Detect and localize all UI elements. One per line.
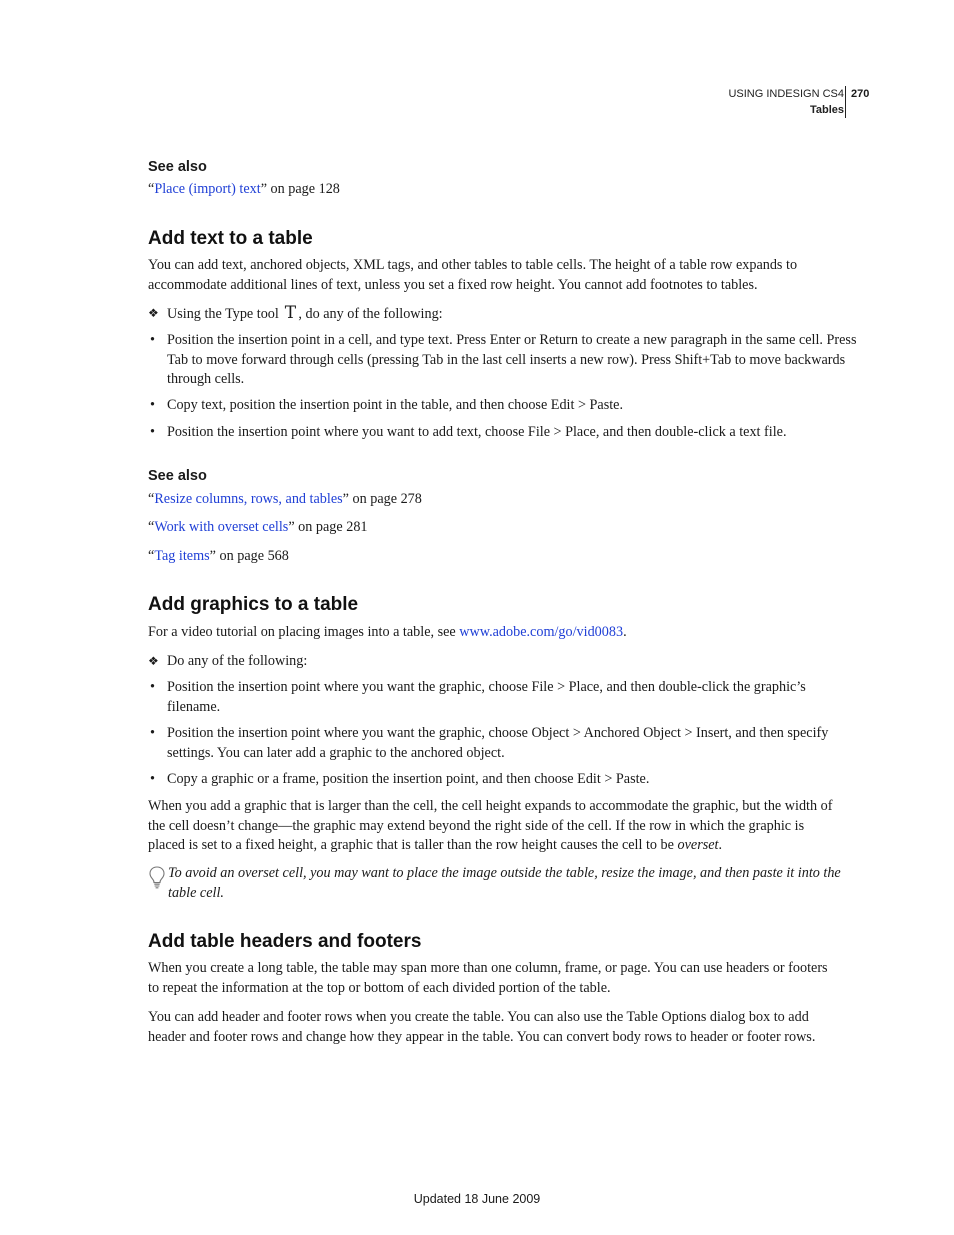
book-title: USING INDESIGN CS4: [728, 88, 844, 100]
list-item: • Copy text, position the insertion point in the table, and then choose Edit > Paste.: [148, 396, 861, 416]
bullet: •: [150, 397, 155, 413]
list-item: • Position the insertion point where you want to add text, choose File > Place, and then double-click a text file.: [148, 423, 861, 443]
list-item: • Position the insertion point in a cell, and type text. Press Enter or Return to create a new paragraph in the same cell. Press Tab to move forward through cells (pressing Tab in the last cell inserts a new row). Press Shift+Tab to move backwards through cells.: [150, 332, 857, 388]
step-marker: ❖: [148, 306, 159, 320]
bullet: •: [150, 725, 155, 741]
resize-columns-link[interactable]: Resize columns, rows, and tables: [154, 491, 343, 507]
add-graphics-paragraph: When you add a graphic that is larger than the cell, the cell height expands to accommodate the graphic, but the width of the cell doesn’t change—the graphic may extend beyond the right side of the cell. If the row in which the graphic is placed is set to a fixed height, a graphic that is taller than the row height causes the cell to be overset.: [148, 798, 833, 854]
see-also-link-line: “Tag items” on page 568: [148, 548, 289, 564]
add-graphics-step: ❖ Do any of the following:: [148, 652, 861, 672]
step-marker: ❖: [148, 654, 159, 668]
list-item: • Copy a graphic or a frame, position the insertion point, and then choose Edit > Paste.: [148, 770, 861, 790]
header-divider: [845, 86, 846, 118]
page-footer: Updated 18 June 2009: [413, 1192, 541, 1206]
see-also-heading: See also: [148, 159, 207, 175]
bullet: •: [150, 771, 155, 787]
add-text-step: ❖ Using the Type tool T , do any of the following:: [148, 303, 443, 323]
running-header: [728, 86, 844, 118]
overset-cells-link[interactable]: Work with overset cells: [154, 519, 289, 535]
add-graphics-intro: For a video tutorial on placing images into a table, see www.adobe.com/go/vid0083.: [148, 624, 627, 640]
lightbulb-icon: [148, 865, 166, 889]
page-number: 270: [851, 88, 870, 100]
list-item: • Position the insertion point where you want the graphic, choose File > Place, and then double-click the graphic’s filename.: [150, 679, 806, 715]
bullet: •: [150, 332, 155, 348]
see-also-link-line: “Work with overset cells” on page 281: [148, 519, 368, 535]
chapter-title: Tables: [809, 104, 844, 116]
add-text-intro: You can add text, anchored objects, XML tags, and other tables to table cells. The height of a table row expands to accommodate additional lines of text, unless you set a fixed row height. You cannot add footnotes to tables.: [148, 257, 798, 293]
bullet: •: [150, 424, 155, 440]
bullet: •: [150, 679, 155, 695]
see-also-link-line: “Place (import) text” on page 128: [148, 181, 340, 197]
section-title-add-text: Add text to a table: [148, 228, 313, 249]
tag-items-link[interactable]: Tag items: [154, 548, 210, 564]
section-title-add-graphics: Add graphics to a table: [148, 594, 359, 615]
video-tutorial-link[interactable]: www.adobe.com/go/vid0083: [459, 624, 624, 640]
see-also-link-line: “Resize columns, rows, and tables” on page 278: [148, 491, 422, 507]
place-import-text-link[interactable]: Place (import) text: [154, 181, 261, 197]
section-title-headers-footers: Add table headers and footers: [148, 931, 422, 952]
headers-footers-paragraph-2: You can add header and footer rows when you create the table. You can also use the Table Options dialog box to add header and footer rows and change how they appear in the table. You can convert body rows to header or footer rows.: [148, 1009, 816, 1045]
type-tool-icon: T: [284, 303, 297, 323]
see-also-heading: See also: [148, 468, 207, 484]
list-item: • Position the insertion point where you want the graphic, choose Object > Anchored Object > Insert, and then specify settings. You can later add a graphic to the anchored object.: [150, 725, 829, 761]
headers-footers-paragraph-1: When you create a long table, the table may span more than one column, frame, or page. You can use headers or footers to repeat the information at the top or bottom of each divided portion of the table.: [148, 960, 828, 996]
tip-note: To avoid an overset cell, you may want to place the image outside the table, resize the image, and then paste it into the table cell.: [148, 864, 862, 903]
